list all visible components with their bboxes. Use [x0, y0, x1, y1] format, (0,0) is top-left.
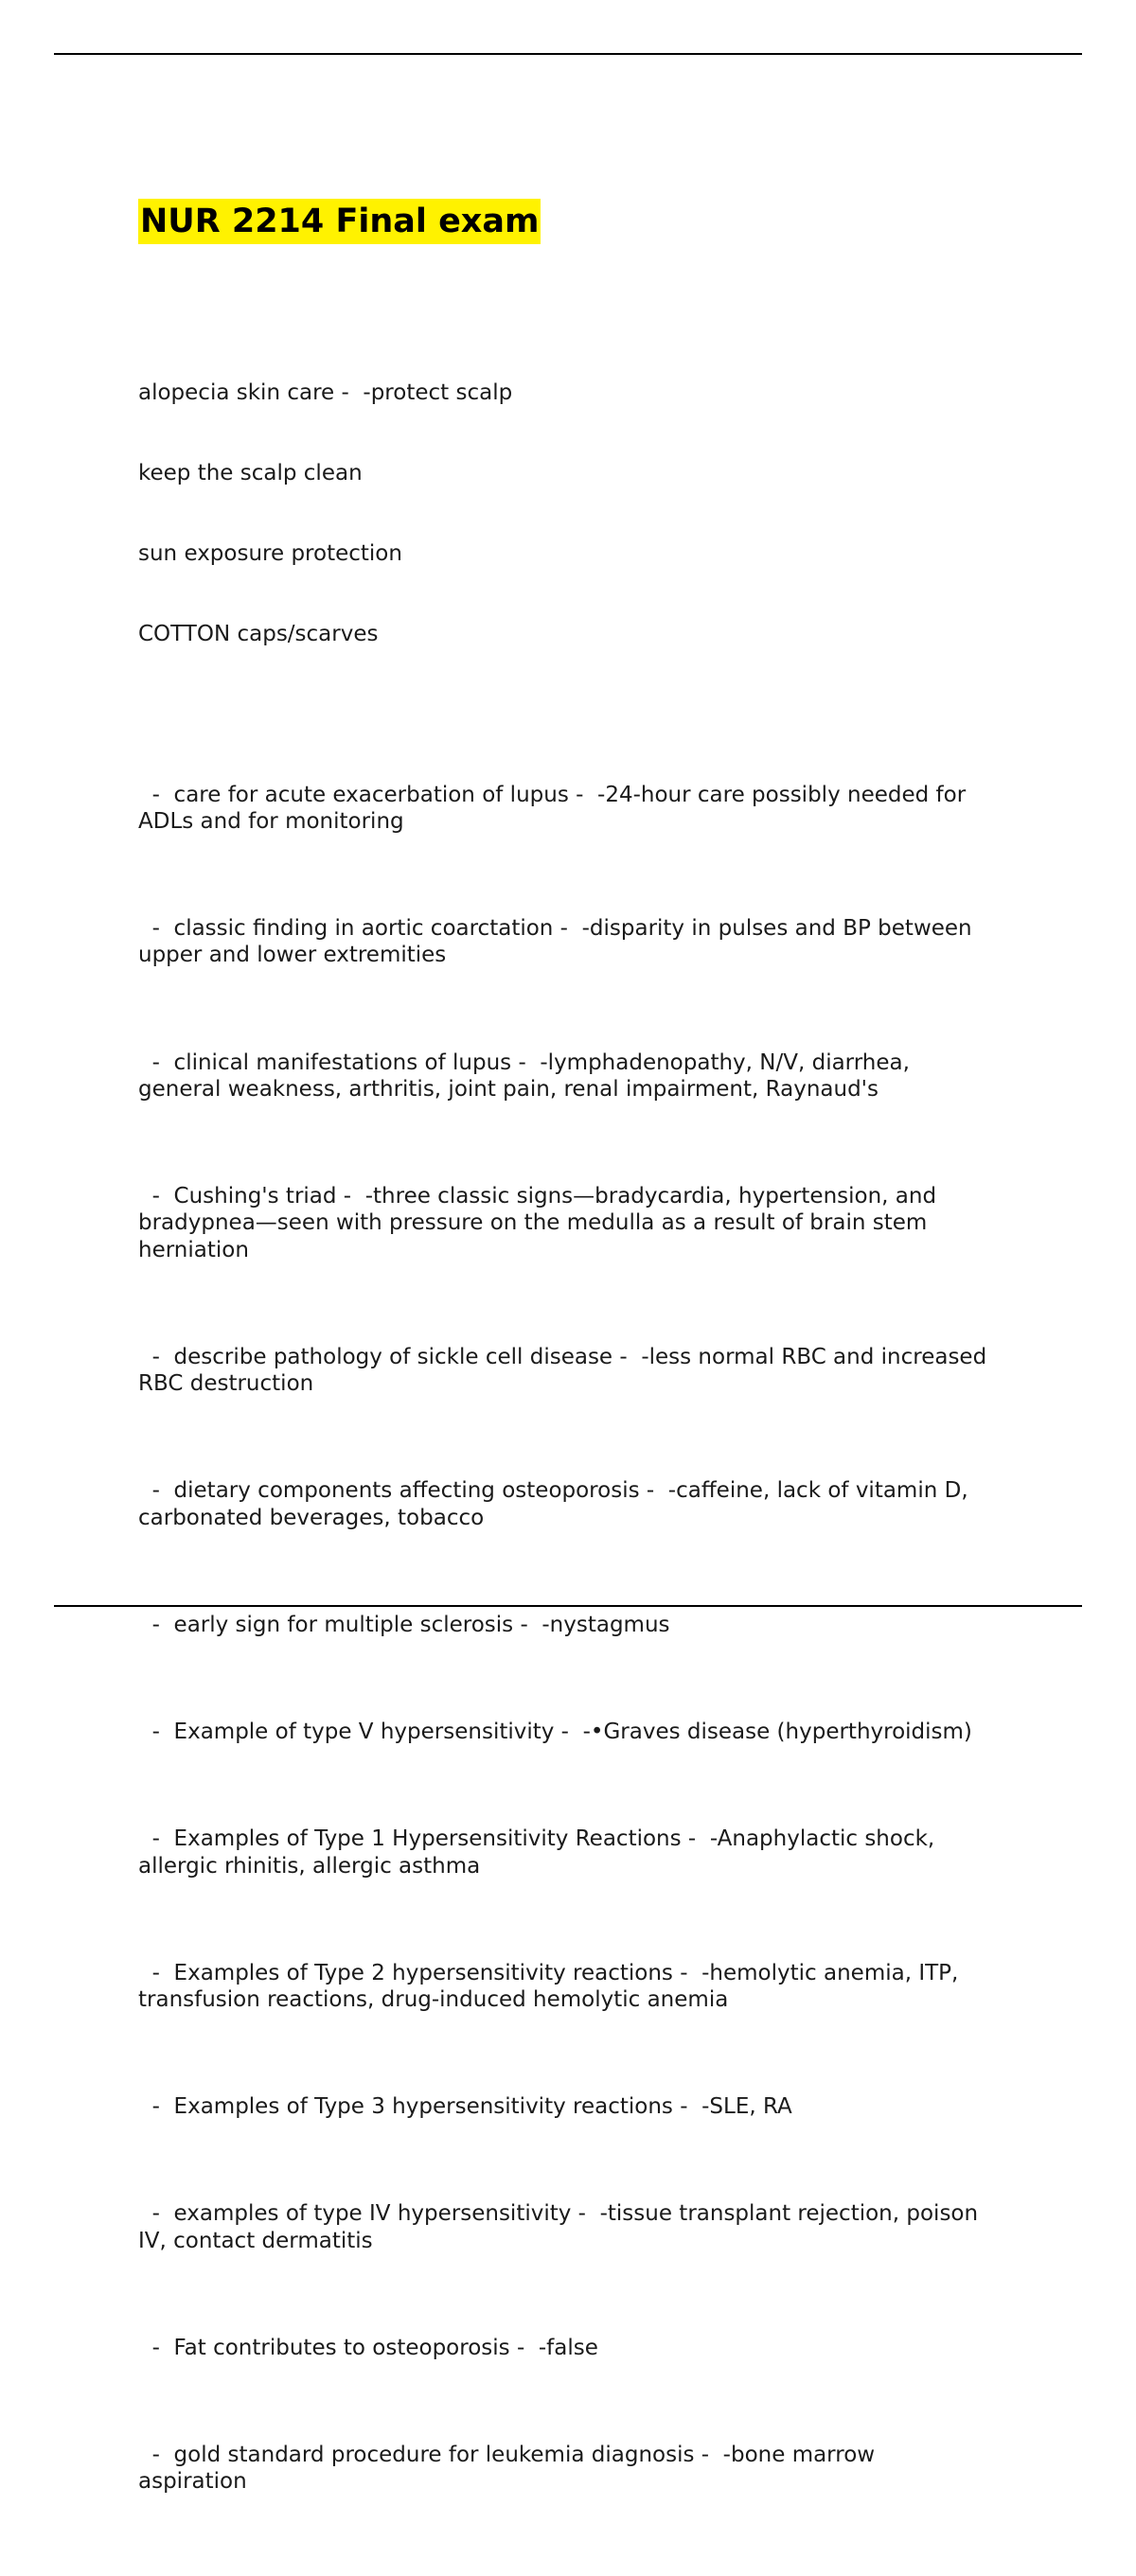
list-item: - describe pathology of sickle cell disease - -less normal RBC and increased RBC destruction [138, 1344, 994, 1397]
list-item: - early sign for multiple sclerosis - -nystagmus [138, 1612, 670, 1637]
list-item: - Cushing's triad - -three classic signs—bradycardia, hypertension, and bradypnea—seen with pressure on the medulla as a result of brain stem herniation [138, 1184, 944, 1262]
list-item: - gold standard procedure for leukemia diagnosis - -bone marrow aspiration [138, 2443, 882, 2495]
list-item: - Examples of Type 2 hypersensitivity reactions - -hemolytic anemia, ITP, transfusion reactions, drug-induced hemolytic anemia [138, 1960, 966, 2012]
entry-line: sun exposure protection [138, 540, 402, 566]
list-item [138, 326, 990, 701]
entry-line: keep the scalp clean [138, 461, 363, 486]
document-title: NUR 2214 Final exam [138, 199, 541, 244]
list-item: - Fat contributes to osteoporosis - -false [138, 2335, 598, 2360]
flashcard-list [138, 273, 994, 2576]
list-item: - dietary components affecting osteoporosis - -caffeine, lack of vitamin D, carbonated beverages, tobacco [138, 1478, 975, 1530]
bottom-rule [54, 1605, 1082, 1607]
list-item: - Examples of Type 1 Hypersensitivity Reactions - -Anaphylactic shock, allergic rhinitis, allergic asthma [138, 1826, 942, 1879]
entry-line: alopecia skin care - -protect scalp [138, 380, 513, 406]
list-item: - Examples of Type 3 hypersensitivity reactions - -SLE, RA [138, 2094, 792, 2120]
list-item: - examples of type IV hypersensitivity - -tissue transplant rejection, poison IV, contact dermatitis [138, 2201, 985, 2253]
top-rule [54, 53, 1082, 55]
document-body [138, 199, 994, 2576]
entry-line: COTTON caps/scarves [138, 621, 379, 646]
list-item: - classic finding in aortic coarctation - -disparity in pulses and BP between upper and lower extremities [138, 916, 979, 968]
list-item: - clinical manifestations of lupus - -lymphadenopathy, N/V, diarrhea, general weakness, arthritis, joint pain, renal impairment, Raynaud's [138, 1050, 917, 1102]
list-item: - care for acute exacerbation of lupus - -24-hour care possibly needed for ADLs and for monitoring [138, 782, 973, 834]
list-item: - Example of type V hypersensitivity - -•Graves disease (hyperthyroidism) [138, 1720, 972, 1745]
